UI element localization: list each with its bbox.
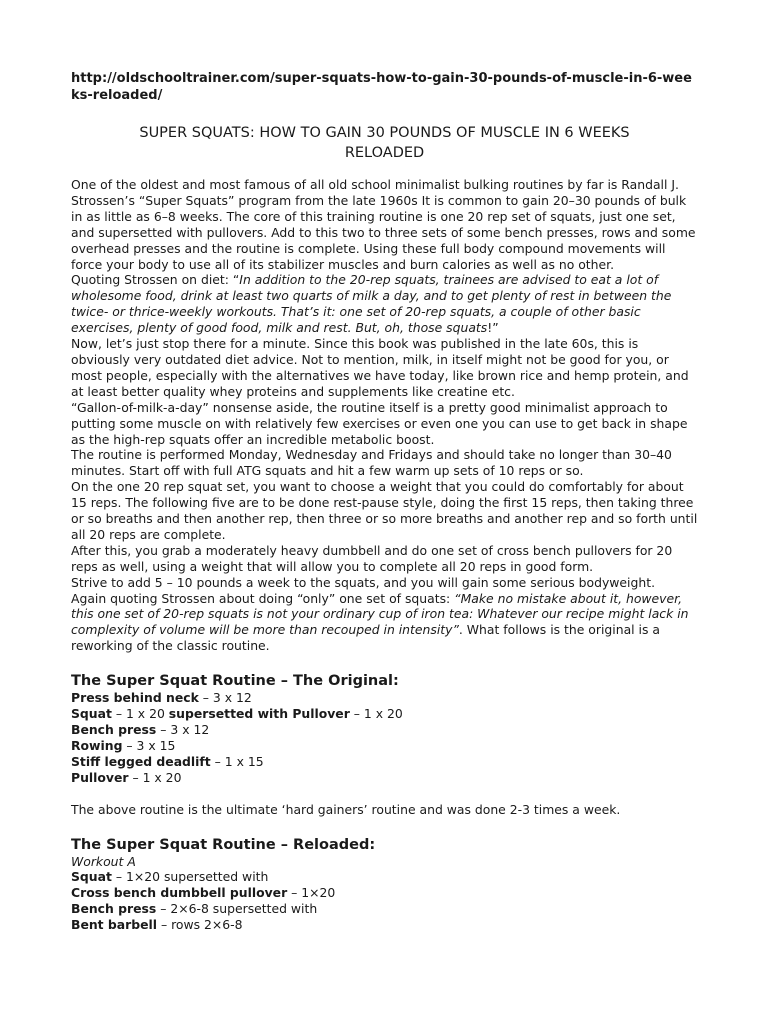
exercise-name: Cross bench dumbbell pullover — [71, 885, 288, 901]
reloaded-routine-section — [71, 836, 698, 934]
exercise-name: Squat — [71, 706, 112, 722]
exercise-scheme: – rows 2×6-8 — [157, 917, 243, 933]
list-item — [71, 770, 698, 786]
reloaded-routine-list — [71, 869, 698, 933]
exercise-name: Rowing — [71, 737, 123, 753]
list-item — [71, 754, 698, 770]
paragraph-squat-set: On the one 20 rep squat set, you want to choose a weight that you could do comfortably for about 15 reps. The following five are to be done rest-pause style, doing the first 15 reps, then taking three or so breaths and then another rep, then three or so more breaths and another rep and so forth until all 20 reps are complete. — [71, 479, 698, 542]
exercise-name: Pullover — [71, 769, 129, 785]
paragraph-intro: One of the oldest and most famous of all old school minimalist bulking routines by far is Randall J. Strossen’s “Super Squats” program from the late 1960s It is common to gain 20–30 pounds of bulk in as little as 6–8 weeks. The core of this training routine is one 20 rep set of squats, just one set, and supersetted with pullovers. Add to this two to three sets of some bench presses, rows and some overhead presses and the routine is complete. Using these full body compound movements will force your body to use all of its stabilizer muscles and burn calories as well as no other. — [71, 177, 696, 272]
original-routine-list — [71, 690, 698, 785]
list-item — [71, 869, 698, 885]
exercise-scheme: – 1 x 20 — [349, 706, 403, 722]
list-item — [71, 901, 698, 917]
exercise-name: Bent barbell — [71, 917, 158, 933]
list-item — [71, 885, 698, 901]
paragraph-schedule: The routine is performed Monday, Wednesday and Fridays and should take no longer than 30–40 minutes. Start off with full ATG squats and hit a few warm up sets of 10 reps or so. — [71, 447, 672, 479]
list-item — [71, 706, 698, 722]
list-item — [71, 917, 698, 933]
exercise-name: Stiff legged deadlift — [71, 753, 211, 769]
quote-lead: Again quoting Strossen about doing “only” one set of squats: — [71, 590, 455, 606]
list-item — [71, 738, 698, 754]
quote-text: In addition to the 20-rep squats, trainees are advised to eat a lot of wholesome food, drink at least two quarts of milk a day, and to get plenty of rest in between the twice- or thrice-weekly workouts. That’s it: one set of 20-rep squats, a couple of other basic exercises, plenty of good food, milk and rest. But, oh, those squats — [71, 272, 672, 336]
exercise-scheme: – 1 x 20 — [128, 769, 182, 785]
exercise-name: supersetted with Pullover — [168, 706, 350, 722]
exercise-name: Press behind neck — [71, 690, 199, 706]
quote-lead: Quoting Strossen on diet: “ — [71, 272, 240, 288]
exercise-scheme: – 2×6-8 supersetted with — [156, 901, 318, 917]
list-item — [71, 722, 698, 738]
paragraph-diet-comment: Now, let’s just stop there for a minute. Since this book was published in the late 60s, this is obviously very outdated diet advice. Not to mention, milk, in itself might not be good for you, or most people, especially with the alternatives we have today, like brown rice and hemp protein, and at least better quality whey proteins and supplements like creatine etc. — [71, 336, 689, 399]
paragraph-pullover: After this, you grab a moderately heavy dumbbell and do one set of cross bench pullovers for 20 reps as well, using a weight that will allow you to complete all 20 reps in good form. — [71, 542, 673, 574]
exercise-scheme: – 3 x 15 — [122, 737, 176, 753]
quote-tail: !” — [487, 320, 499, 336]
reloaded-routine-heading: The Super Squat Routine – Reloaded: — [71, 836, 376, 853]
exercise-scheme: – 1×20 — [287, 885, 336, 901]
article-title — [71, 123, 698, 163]
exercise-scheme: – 1×20 supersetted with — [111, 869, 269, 885]
exercise-scheme: – 1 x 15 — [210, 753, 264, 769]
original-routine-heading: The Super Squat Routine – The Original: — [71, 673, 399, 690]
original-routine-section — [71, 672, 698, 817]
paragraph-diet-quote — [71, 272, 698, 336]
exercise-scheme: – 3 x 12 — [198, 690, 252, 706]
exercise-name: Bench press — [71, 722, 157, 737]
exercise-name: Bench press — [71, 901, 157, 917]
article-body — [71, 177, 698, 654]
paragraph-progression: Strive to add 5 – 10 pounds a week to the squats, and you will gain some serious bodyweight. — [71, 574, 656, 590]
original-routine-note: The above routine is the ultimate ‘hard gainers’ routine and was done 2-3 times a week. — [71, 801, 621, 817]
title-line-2: RELOADED — [344, 145, 425, 161]
quote-text: “Make no mistake about it, however, this one set of 20-rep squats is not your ordinary cup of iron tea: Whatever our recipe might lack in complexity of volume will be more than recouped in intensity” — [71, 590, 689, 638]
exercise-name: Squat — [71, 869, 112, 885]
list-item — [71, 690, 698, 706]
exercise-scheme: – 3 x 12 — [156, 722, 210, 737]
quote-tail: . What follows is the original is a reworking of the classic routine. — [71, 622, 660, 654]
paragraph-milk: “Gallon-of-milk-a-day” nonsense aside, the routine itself is a pretty good minimalist approach to putting some muscle on with relatively few exercises or even one you can use to get back in shape as the high-rep squats offer an incredible metabolic boost. — [71, 399, 688, 447]
source-url: http://oldschooltrainer.com/super-squats-how-to-gain-30-pounds-of-muscle-in-6-weeks-reloaded/ — [71, 71, 692, 103]
workout-a-label: Workout A — [71, 853, 136, 869]
exercise-scheme: – 1 x 20 — [111, 706, 169, 722]
title-line-1: SUPER SQUATS: HOW TO GAIN 30 POUNDS OF MUSCLE IN 6 WEEKS — [139, 125, 630, 141]
paragraph-intensity-quote — [71, 591, 698, 655]
